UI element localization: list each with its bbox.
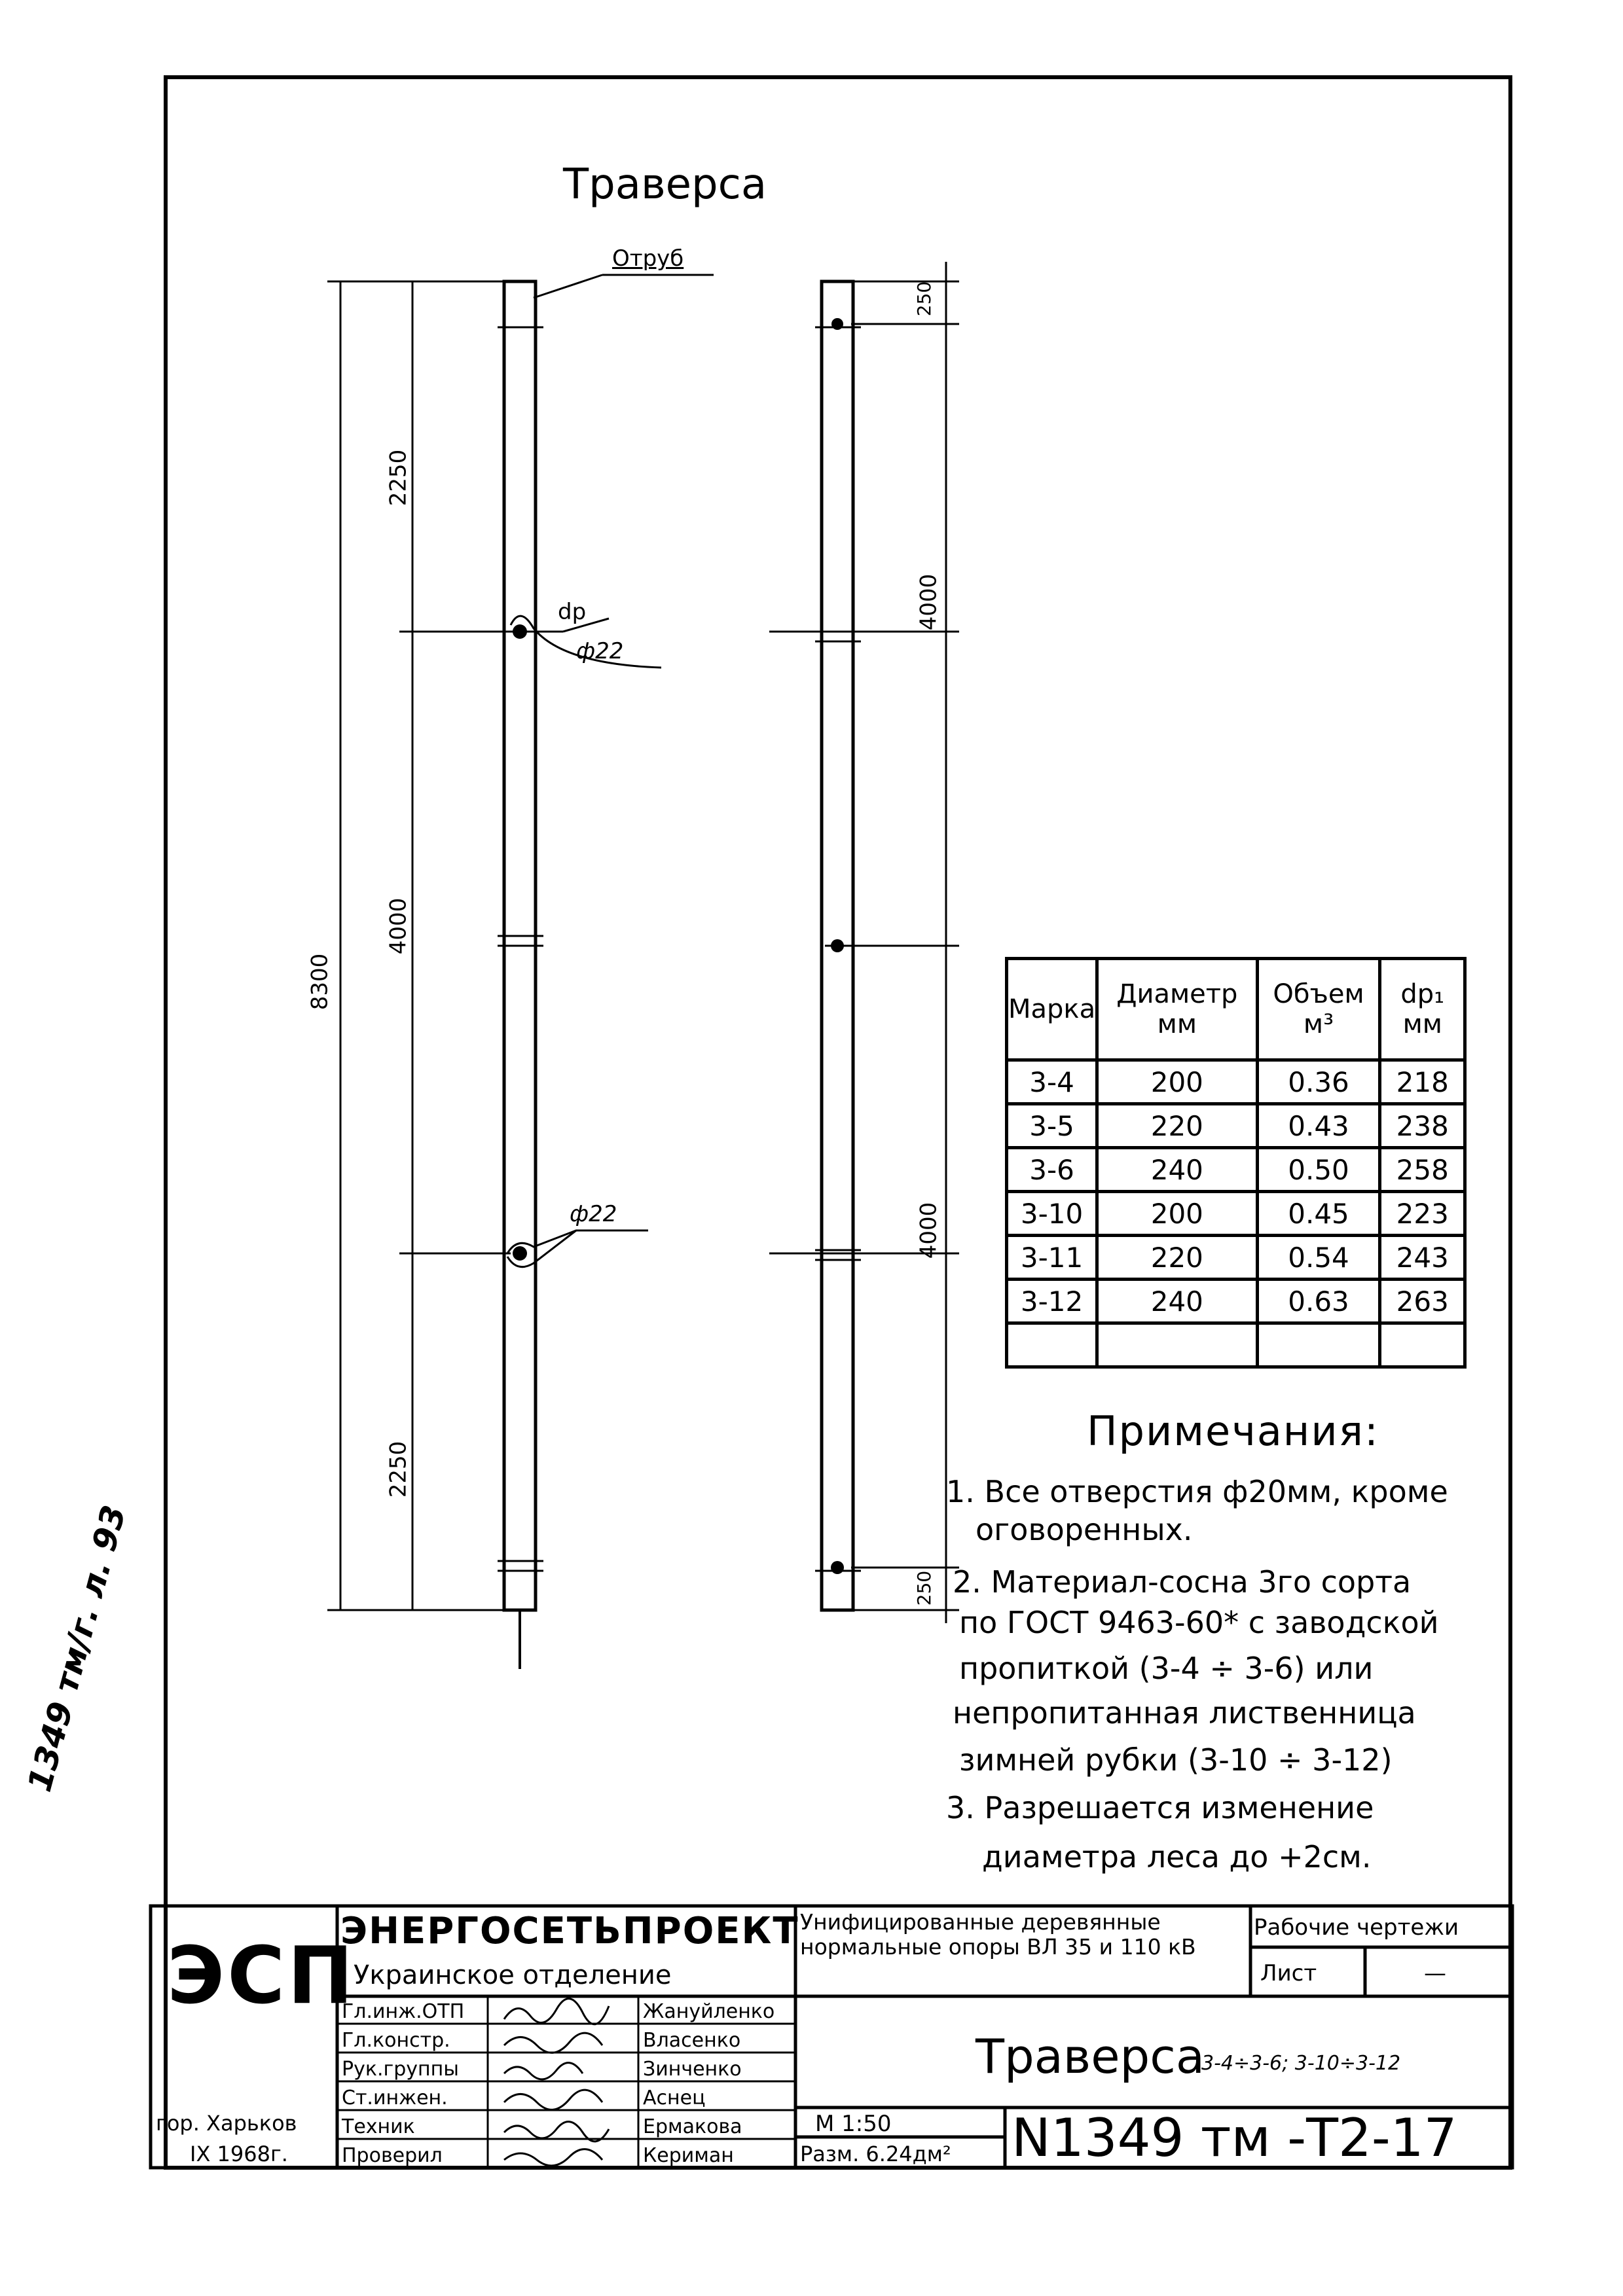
note-line: оговоренных. bbox=[976, 1512, 1193, 1547]
header-volume: Объем м³ bbox=[1257, 959, 1380, 1060]
stamp-org: ЭНЕРГОСЕТЬПРОЕКТ bbox=[340, 1910, 799, 1952]
dim-left-middle: 4000 bbox=[385, 897, 412, 955]
cell-volume: 0.54 bbox=[1257, 1236, 1380, 1280]
stamp-role: Ст.инжен. bbox=[342, 2087, 448, 2109]
drawing-title: Траверса bbox=[563, 160, 767, 209]
stamp-role: Проверил bbox=[342, 2144, 443, 2167]
cell-mark: 3-12 bbox=[1007, 1280, 1097, 1323]
note-line: зимней рубки (3-10 ÷ 3-12) bbox=[959, 1742, 1393, 1778]
dim-right-top: 250 bbox=[913, 281, 936, 317]
stamp-role: Гл.инж.ОТП bbox=[342, 2000, 465, 2023]
dim-left-bottom: 2250 bbox=[385, 1441, 412, 1498]
cell-dp: 263 bbox=[1380, 1280, 1465, 1323]
stamp-dept: Украинское отделение bbox=[354, 1960, 672, 1990]
header-diameter: Диаметр мм bbox=[1097, 959, 1257, 1060]
dim-right-bottom: 250 bbox=[913, 1570, 936, 1606]
note-line: диаметра леса до +2см. bbox=[982, 1839, 1372, 1874]
cell-diameter: 200 bbox=[1097, 1060, 1257, 1104]
stamp-city: гор. Харьков bbox=[156, 2111, 297, 2136]
cell-diameter: 220 bbox=[1097, 1236, 1257, 1280]
cell-volume: 0.50 bbox=[1257, 1148, 1380, 1192]
cell-volume: 0.63 bbox=[1257, 1280, 1380, 1323]
notes-title: Примечания: bbox=[1087, 1407, 1379, 1455]
dim-right-lower: 4000 bbox=[915, 1202, 942, 1259]
cell-dp: 243 bbox=[1380, 1236, 1465, 1280]
stamp-part-marks: 3-4÷3-6; 3-10÷3-12 bbox=[1201, 2052, 1401, 2075]
dim-left-top: 2250 bbox=[385, 449, 412, 507]
stamp-sheet-label: Лист bbox=[1260, 1960, 1317, 1986]
cell-diameter: 220 bbox=[1097, 1104, 1257, 1148]
header-dp: dp₁ мм bbox=[1380, 959, 1465, 1060]
tube-label: Отруб bbox=[612, 245, 684, 272]
cell-volume: 0.43 bbox=[1257, 1104, 1380, 1148]
stamp-sheet-value: — bbox=[1424, 1960, 1446, 1986]
stamp-role: Рук.группы bbox=[342, 2058, 459, 2081]
stamp-doc-number: N1349 тм -Т2-17 bbox=[1012, 2108, 1457, 2168]
note-line: по ГОСТ 9463-60* с заводской bbox=[959, 1605, 1439, 1640]
cell-mark: 3-10 bbox=[1007, 1192, 1097, 1236]
cell-mark: 3-6 bbox=[1007, 1148, 1097, 1192]
hole-diameter-2: ф22 bbox=[570, 1201, 617, 1227]
stamp-name: Жануйленко bbox=[643, 2000, 775, 2023]
cell-diameter: 240 bbox=[1097, 1148, 1257, 1192]
note-line: 2. Материал-сосна 3го сорта bbox=[953, 1564, 1412, 1600]
cell-dp: 218 bbox=[1380, 1060, 1465, 1104]
cell-diameter: 240 bbox=[1097, 1280, 1257, 1323]
stamp-name: Власенко bbox=[643, 2029, 741, 2052]
stamp-doc-type: Рабочие чертежи bbox=[1254, 1914, 1459, 1941]
note-line: 3. Разрешается изменение bbox=[946, 1790, 1374, 1825]
stamp-size: Разм. 6.24дм² bbox=[800, 2142, 951, 2166]
note-line: непропитанная лиственница bbox=[953, 1695, 1416, 1731]
hole-diameter-1: ф22 bbox=[576, 638, 624, 664]
cell-volume: 0.36 bbox=[1257, 1060, 1380, 1104]
stamp-role: Техник bbox=[342, 2115, 415, 2138]
dim-left-total: 8300 bbox=[306, 953, 333, 1011]
note-line: 1. Все отверстия ф20мм, кроме bbox=[946, 1474, 1448, 1509]
stamp-project: Унифицированные деревянные нормальные опоры ВЛ 35 и 110 кВ bbox=[800, 1909, 1196, 1960]
stamp-name: Зинченко bbox=[643, 2058, 742, 2081]
cell-dp: 238 bbox=[1380, 1104, 1465, 1148]
stamp-date: IX 1968г. bbox=[190, 2142, 288, 2166]
stamp-name: Ермакова bbox=[643, 2115, 742, 2138]
hole-label: dp bbox=[558, 599, 587, 625]
dim-right-upper: 4000 bbox=[915, 573, 942, 631]
cell-volume: 0.45 bbox=[1257, 1192, 1380, 1236]
stamp-name: Кериман bbox=[643, 2144, 734, 2167]
note-line: пропиткой (3-4 ÷ 3-6) или bbox=[959, 1651, 1374, 1686]
cell-dp: 258 bbox=[1380, 1148, 1465, 1192]
stamp-part-title: Траверса bbox=[976, 2029, 1205, 2084]
stamp-logo: ЭСП bbox=[167, 1931, 356, 2022]
margin-note: 1349 тм/г. л. 93 bbox=[20, 1501, 134, 1796]
cell-mark: 3-4 bbox=[1007, 1060, 1097, 1104]
header-mark: Марка bbox=[1007, 959, 1097, 1060]
cell-mark: 3-11 bbox=[1007, 1236, 1097, 1280]
stamp-name: Аснец bbox=[643, 2087, 706, 2109]
stamp-scale: М 1:50 bbox=[815, 2111, 892, 2137]
stamp-role: Гл.констр. bbox=[342, 2029, 450, 2052]
cell-diameter: 200 bbox=[1097, 1192, 1257, 1236]
cell-mark: 3-5 bbox=[1007, 1104, 1097, 1148]
cell-dp: 223 bbox=[1380, 1192, 1465, 1236]
